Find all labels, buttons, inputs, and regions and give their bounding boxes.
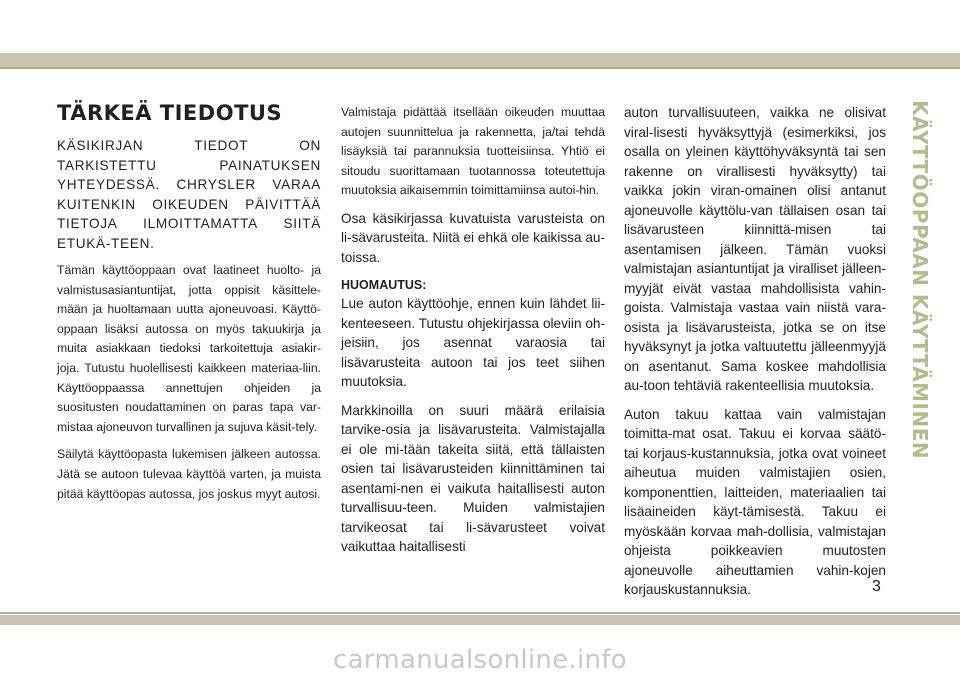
intro-paragraph: Tämän käyttöoppaan ovat laatineet huolto- ja valmistusasiantuntijat, jotta oppisit käsittele-mään ja huoltamaan uutta ajoneuvoasi. Käyttö-oppaan lisäksi autossa on myös takuukirja ja muita asiakkaan tiedoksi tarkoitettuja asiakir-joja. Tutustu huolellisesti kaikkeen materiaa-liin. Käyttöoppaassa annettujen ohjeiden ja suositusten noudattaminen on paras tapa var-mistaa ajoneuvon turvallinen ja sujuva käsit-tely. [57, 263, 321, 434]
header-stripe [0, 53, 960, 67]
section-side-tab-label: KÄYTTÖOPPAAN KÄYTTÄMINEN [908, 100, 932, 460]
page-number: 3 [872, 578, 881, 595]
column-right [624, 103, 886, 609]
note-text: Lue auton käyttöohje, ennen kuin lähdet lii-kenteeseen. Tutustu ohjekirjassa oleviin oh-jeisiin, jos asennat varaosia tai lisävarusteita autoon tai jos teet siihen muutoksia. [341, 296, 605, 390]
note-heading: HUOMAUTUS: [341, 278, 427, 293]
column-middle [341, 103, 605, 566]
column-left [57, 100, 321, 512]
footer-stripe-line [0, 612, 960, 614]
footer-stripe [0, 615, 960, 625]
keep-manual-paragraph: Säilytä käyttöopasta lukemisen jälkeen autossa. Jätä se autoon tulevaa käyttöä varten, ja muista pitää käyttöopas autossa, jos joskus myyt autosi. [57, 447, 321, 501]
watermark: carmanualsonline.info [332, 645, 627, 675]
header-stripe-line [0, 67, 960, 69]
safety-paragraph: auton turvallisuuteen, vaikka ne olisivat viral-lisesti hyväksyttyjä (esimerkiksi, jos osalla on yleinen käyttöhyväksyntä tai sen rakenne on virallisesti hyväksytty) tai vaikka jokin viran-omainen olisi antanut ajoneuvolle käyttölu-van tällaisen osan tai lisävarusteen kiinnittä-misen tai asentamisen jälkeen. Tämän vuoksi valmistajan asiantuntijat ja viralliset jälleen-myyjät eivät vastaa mahdollisista vahin-goista. Valmistaja vastaa vain niistä vara-osista ja lisävarusteista, jotka se on itse hyväksynyt ja jotka valtuutettu jälleenmyyjä on asentanut. Sama koskee mahdollisia au-toon tehtäviä rakenteellisia muutoksia. [624, 105, 886, 393]
design-change-paragraph: Valmistaja pidättää itsellään oikeuden muuttaa autojen suunnittelua ja rakennetta, ja/tai tehdä lisäyksiä tai parannuksia tuotteisiinsa. Yhtiö ei sitoudu suorittamaan tuotannossa toteutettuja muutoksia aikaisemmin toimittamiinsa autoi-hin. [341, 105, 605, 198]
warranty-paragraph: Auton takuu kattaa vain valmistajan toimitta-mat osat. Takuu ei korvaa säätö- tai korjaus-kustannuksia, jotka ovat voineet aiheutua muiden valmistajien osien, komponenttien, laitteiden, materiaalien tai lisäaineiden käyt-tämisestä. Takuu ei myöskään korvaa mah-dollisia, valmistajan ohjeista poikkeavien muutosten ajoneuvolle aiheuttamien vahin-kojen korjauskustannuksia. [624, 406, 886, 597]
optional-equipment-paragraph: Osa käsikirjassa kuvatuista varusteista on li-sävarusteita. Niitä ei ehkä ole kaikissa au-toissa. [341, 210, 605, 265]
page-title: TÄRKEÄ TIEDOTUS [57, 101, 283, 125]
section-side-tab [900, 100, 940, 460]
notice-caps-paragraph: KÄSIKIRJAN TIEDOT ON TARKISTETTU PAINATUKSEN YHTEYDESSÄ. CHRYSLER VARAA KUITENKIN OIKEUDEN PÄIVITTÄÄ TIETOJA ILMOITTAMATTA SIITÄ ETUKÄ-TEEN. [57, 138, 321, 251]
accessories-paragraph: Markkinoilla on suuri määrä erilaisia tarvike-osia ja lisävarusteita. Valmistajalla ei ole mi-tään takeita siitä, että tällaisten osien tai lisävarusteiden kiinnittäminen tai asentami-nen ei vaikuta haitallisesti auton turvallisuu-teen. Muiden valmistajien tarvikeosat tai li-sävarusteet voivat vaikuttaa haitallisesti [341, 402, 605, 555]
